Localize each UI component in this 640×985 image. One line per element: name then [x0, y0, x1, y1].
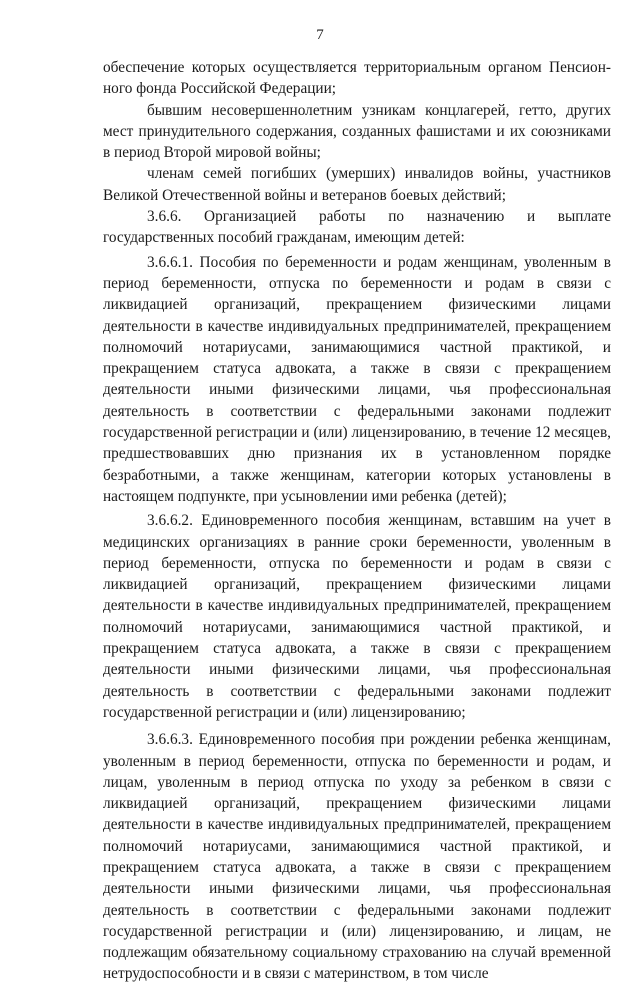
- paragraph-3-6-6: 3.6.6. Организацией работы по назначению и выплате государственных пособий гражданам, имеющим детей:: [103, 208, 611, 247]
- document-body: [103, 57, 611, 985]
- page-number: 7: [316, 27, 324, 43]
- paragraph-continuation: обеспечение которых осуществляется территориальным органом Пенсионного фонда Российской Федерации;: [103, 59, 611, 98]
- paragraph-3-6-6-3: 3.6.6.3. Единовременного пособия при рождении ребенка женщинам, уволенным в период беременности, отпуска по беременности и родам, и лицам, уволенным в период отпуска по уходу за ребенком в связи с ликвидацией организаций, прекращением физическими лицами деятельности в качестве индивидуальных предпринимателей, прекращением полномочий нотариусами, занимающимися частной практикой, и прекращением статуса адвоката, а также в связи с прекращением деятельности иными физическими лицами, чья профессиональная деятельность в соответствии с федеральными законами подлежит государственной регистрации и (или) лицензированию, и лицам, не подлежащим обязательному социальному страхованию на случай временной нетрудоспособности и в связи с материнством, в том числе: [103, 731, 611, 983]
- paragraph-3-6-6-1: 3.6.6.1. Пособия по беременности и родам женщинам, уволенным в период беременности, отпуска по беременности и родам в связи с ликвидацией организаций, прекращением физическими лицами деятельности в качестве индивидуальных предпринимателей, прекращением полномочий нотариусами, занимающимися частной практикой, и прекращением статуса адвоката, а также в связи с прекращением деятельности иными физическими лицами, чья профессиональная деятельность в соответствии с федеральными законами подлежит государственной регистрации и (или) лицензированию, в течение 12 месяцев, предшествовавших дню признания их в установленном порядке безработными, а также женщинам, категории которых установлены в настоящем подпункте, при усыновлении ими ребенка (детей);: [103, 253, 611, 505]
- paragraph-3-6-6-2: 3.6.6.2. Единовременного пособия женщинам, вставшим на учет в медицинских организациях в ранние сроки беременности, уволенным в период беременности, отпуска по беременности и родам в связи с ликвидацией организаций, прекращением физическими лицами деятельности в качестве индивидуальных предпринимателей, прекращением полномочий нотариусами, занимающимися частной практикой, и прекращением статуса адвоката, а также в связи с прекращением деятельности иными физическими лицами, чья профессиональная деятельность в соответствии с федеральными законами подлежит государственной регистрации и (или) лицензированию;: [103, 512, 611, 721]
- paragraph-concentration-camp-prisoners: бывшим несовершеннолетним узникам концлагерей, гетто, других мест принудительного содержания, созданных фашистами и их союзниками в период Второй мировой войны;: [103, 101, 611, 162]
- paragraph-war-families: членам семей погибших (умерших) инвалидов войны, участников Великой Отечественной войны и ветеранов боевых действий;: [103, 165, 611, 204]
